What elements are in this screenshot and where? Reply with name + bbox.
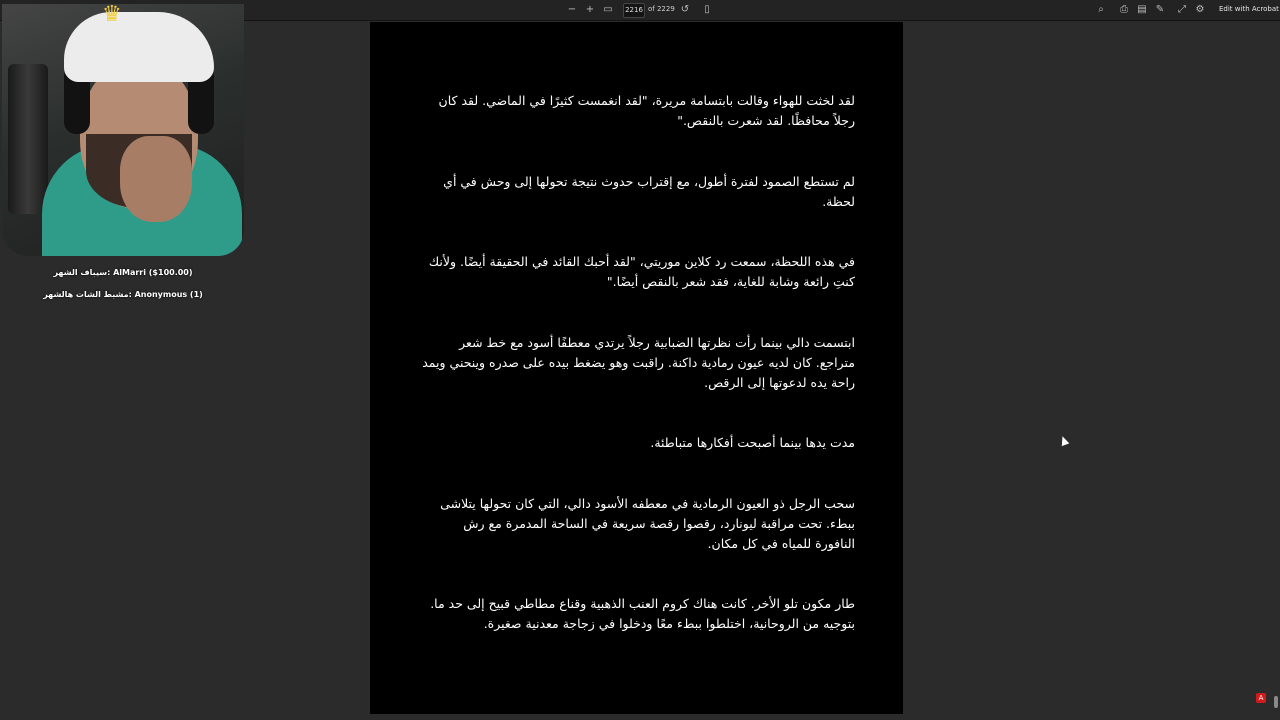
cap [64,12,214,82]
microphone-arm [8,64,48,214]
paragraph: سحب الرجل ذو العيون الرمادية في معطفه الأسود دالي، التي كان تحولها يتلاشى ببطء. تحت مراقبة ليونارد، رقصوا رقصة سريعة في الساحة المدمرة مع رش النافورة للمياه في كل مكان. [440,496,855,551]
zoom-out-icon[interactable]: − [567,4,577,15]
settings-icon[interactable]: ⚙ [1195,4,1205,15]
two-page-icon[interactable]: ▯ [704,4,710,15]
stream-alerts [10,262,236,302]
print-icon[interactable]: ⎙ [1120,4,1128,15]
fit-page-icon[interactable]: ▭ [603,4,613,15]
expand-icon[interactable]: ⤢ [1178,4,1186,15]
page-total: of 2229 [648,5,675,13]
zoom-in-icon[interactable]: + [585,4,595,15]
alert-line: سيباف الشهر: AlMarri ($100.00) [53,268,193,277]
webcam-overlay [2,4,244,256]
page-number-input[interactable]: 2216 [623,3,645,18]
scrollbar-track[interactable] [1272,22,1280,712]
paragraph: في هذه اللحظة، سمعت رد كلاين موريتي، "لقد أحبك القائد في الحقيقة أيضًا. ولأنك كنتِ رائعة وشابة للغاية، فقد شعر بالنقص أيضًا." [428,254,855,289]
scrollbar-thumb[interactable] [1274,696,1278,708]
crown-icon: ♛ [102,4,122,27]
edit-with-acrobat-button[interactable]: Edit with Acrobat [1219,5,1279,13]
acrobat-icon[interactable]: A [1256,693,1266,703]
mouse-cursor-icon [1059,435,1070,446]
save-icon[interactable]: ▤ [1137,4,1147,15]
search-icon[interactable]: ⌕ [1098,4,1104,15]
paragraph: لقد لخثت للهواء وقالت بابتسامة مريرة، "لقد انغمست كثيرًا في الماضي. لقد كان رجلاً محافظًا. لقد شعرت بالنقص." [438,93,855,128]
alert-line: مشبط الشات هالشهر: Anonymous (1) [43,290,203,299]
paragraph: طار مكون تلو الأخر. كانت هناك كروم العنب الذهبية وقناع مطاطي قبيح إلى حد ما. بتوجيه من الروحانية، اختلطوا ببطء معًا ودخلوا في زجاجة معدنية صغيرة. [430,596,855,631]
edit-pdf-icon[interactable]: ✎ [1155,4,1165,15]
paragraph: لم تستطع الصمود لفترة أطول، مع إقتراب حدوث نتيجة تحولها إلى وحش في أي لحظة. [443,174,855,209]
hand [120,136,192,222]
rotate-icon[interactable]: ↺ [680,4,690,15]
paragraph: مدت يدها بينما أصبحت أفكارها متباطئة. [650,435,855,450]
paragraph: ابتسمت دالي بينما رأت نظرتها الضبابية رجلاً يرتدي معطفًا أسود مع خط شعر متراجع. كان لديه عيون رمادية داكنة. راقبت وهو يضغط بيده على صدره وينحني ويمد راحة يده لدعوتها إلى الرقص. [422,335,855,390]
alert-divider [10,280,236,288]
